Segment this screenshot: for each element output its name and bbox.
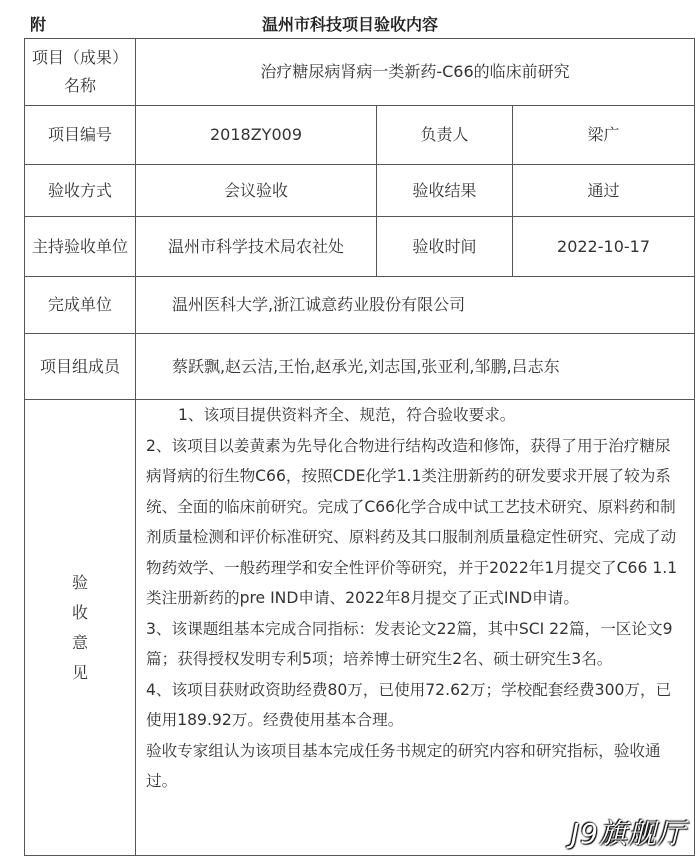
- method-label: 验收方式: [25, 165, 136, 217]
- opinion-label-char: 收: [71, 602, 88, 622]
- project-number-label: 项目编号: [25, 106, 136, 165]
- table-row: [25, 165, 695, 217]
- opinion-paragraph: 2、该项目以姜黄素为先导化合物进行结构改造和修饰，获得了用于治疗糖尿病肾病的衍生物C66，按照CDE化学1.1类注册新药的研发要求开展了较为系统、全面的临床前研究。完成了C66化学合成中试工艺技术研究、原料药和制剂质量检测和评价标准研究、原料药及其口服制剂质量稳定性研究、完成了动物药效学、一般药理学和安全性评价等研究，并于2022年1月提交了C66 1.1类注册新药的pre IND申请、2022年8月提交了正式IND申请。: [146, 436, 678, 607]
- project-number-value: 2018ZY009: [136, 106, 377, 165]
- document-header: [0, 0, 700, 38]
- host-label: 主持验收单位: [25, 217, 136, 277]
- acceptance-form-table: [24, 38, 695, 856]
- opinion-paragraph: 1、该项目提供资料齐全、规范，符合验收要求。: [178, 406, 516, 424]
- table-row: [25, 400, 695, 856]
- table-row: [25, 39, 695, 106]
- opinion-paragraph: 3、该课题组基本完成合同指标：发表论文22篇，其中SCI 22篇，一区论文9篇；获得授权发明专利5项；培养博士研究生2名、硕士研究生3名。: [146, 619, 673, 668]
- watermark: J9旗舰厅: [570, 817, 686, 850]
- result-value: 通过: [513, 165, 695, 217]
- opinion-content: [136, 400, 695, 856]
- opinion-label-char: 见: [71, 662, 88, 682]
- document-title: 温州市科技项目验收内容: [261, 15, 438, 34]
- method-value: 会议验收: [136, 165, 377, 217]
- opinion-paragraph: 验收专家组认为该项目基本完成任务书规定的研究内容和研究指标，验收通过。: [146, 741, 661, 790]
- table-row: [25, 334, 695, 400]
- unit-value: 温州医科大学,浙江诚意药业股份有限公司: [136, 277, 695, 334]
- opinion-paragraph: 4、该项目获财政资助经费80万，已使用72.62万；学校配套经费300万，已使用189.92万。经费使用基本合理。: [146, 680, 672, 729]
- unit-label: 完成单位: [25, 277, 136, 334]
- project-name-label: 项目（成果）名称: [25, 39, 136, 106]
- members-label: 项目组成员: [25, 334, 136, 400]
- members-value: 蔡跃飘,赵云洁,王怡,赵承光,刘志国,张亚利,邹鹏,吕志东: [136, 334, 695, 400]
- opinion-label-char: 意: [71, 632, 88, 652]
- time-value: 2022-10-17: [513, 217, 695, 277]
- leader-label: 负责人: [377, 106, 513, 165]
- result-label: 验收结果: [377, 165, 513, 217]
- leader-value: 梁广: [513, 106, 695, 165]
- time-label: 验收时间: [377, 217, 513, 277]
- opinion-label-char: 验: [71, 572, 88, 592]
- table-row: [25, 106, 695, 165]
- host-value: 温州市科学技术局农社处: [136, 217, 377, 277]
- attachment-label: 附: [30, 15, 47, 34]
- opinion-label: [25, 400, 136, 856]
- project-name-value: 治疗糖尿病肾病一类新药-C66的临床前研究: [136, 39, 695, 106]
- table-row: [25, 277, 695, 334]
- table-row: [25, 217, 695, 277]
